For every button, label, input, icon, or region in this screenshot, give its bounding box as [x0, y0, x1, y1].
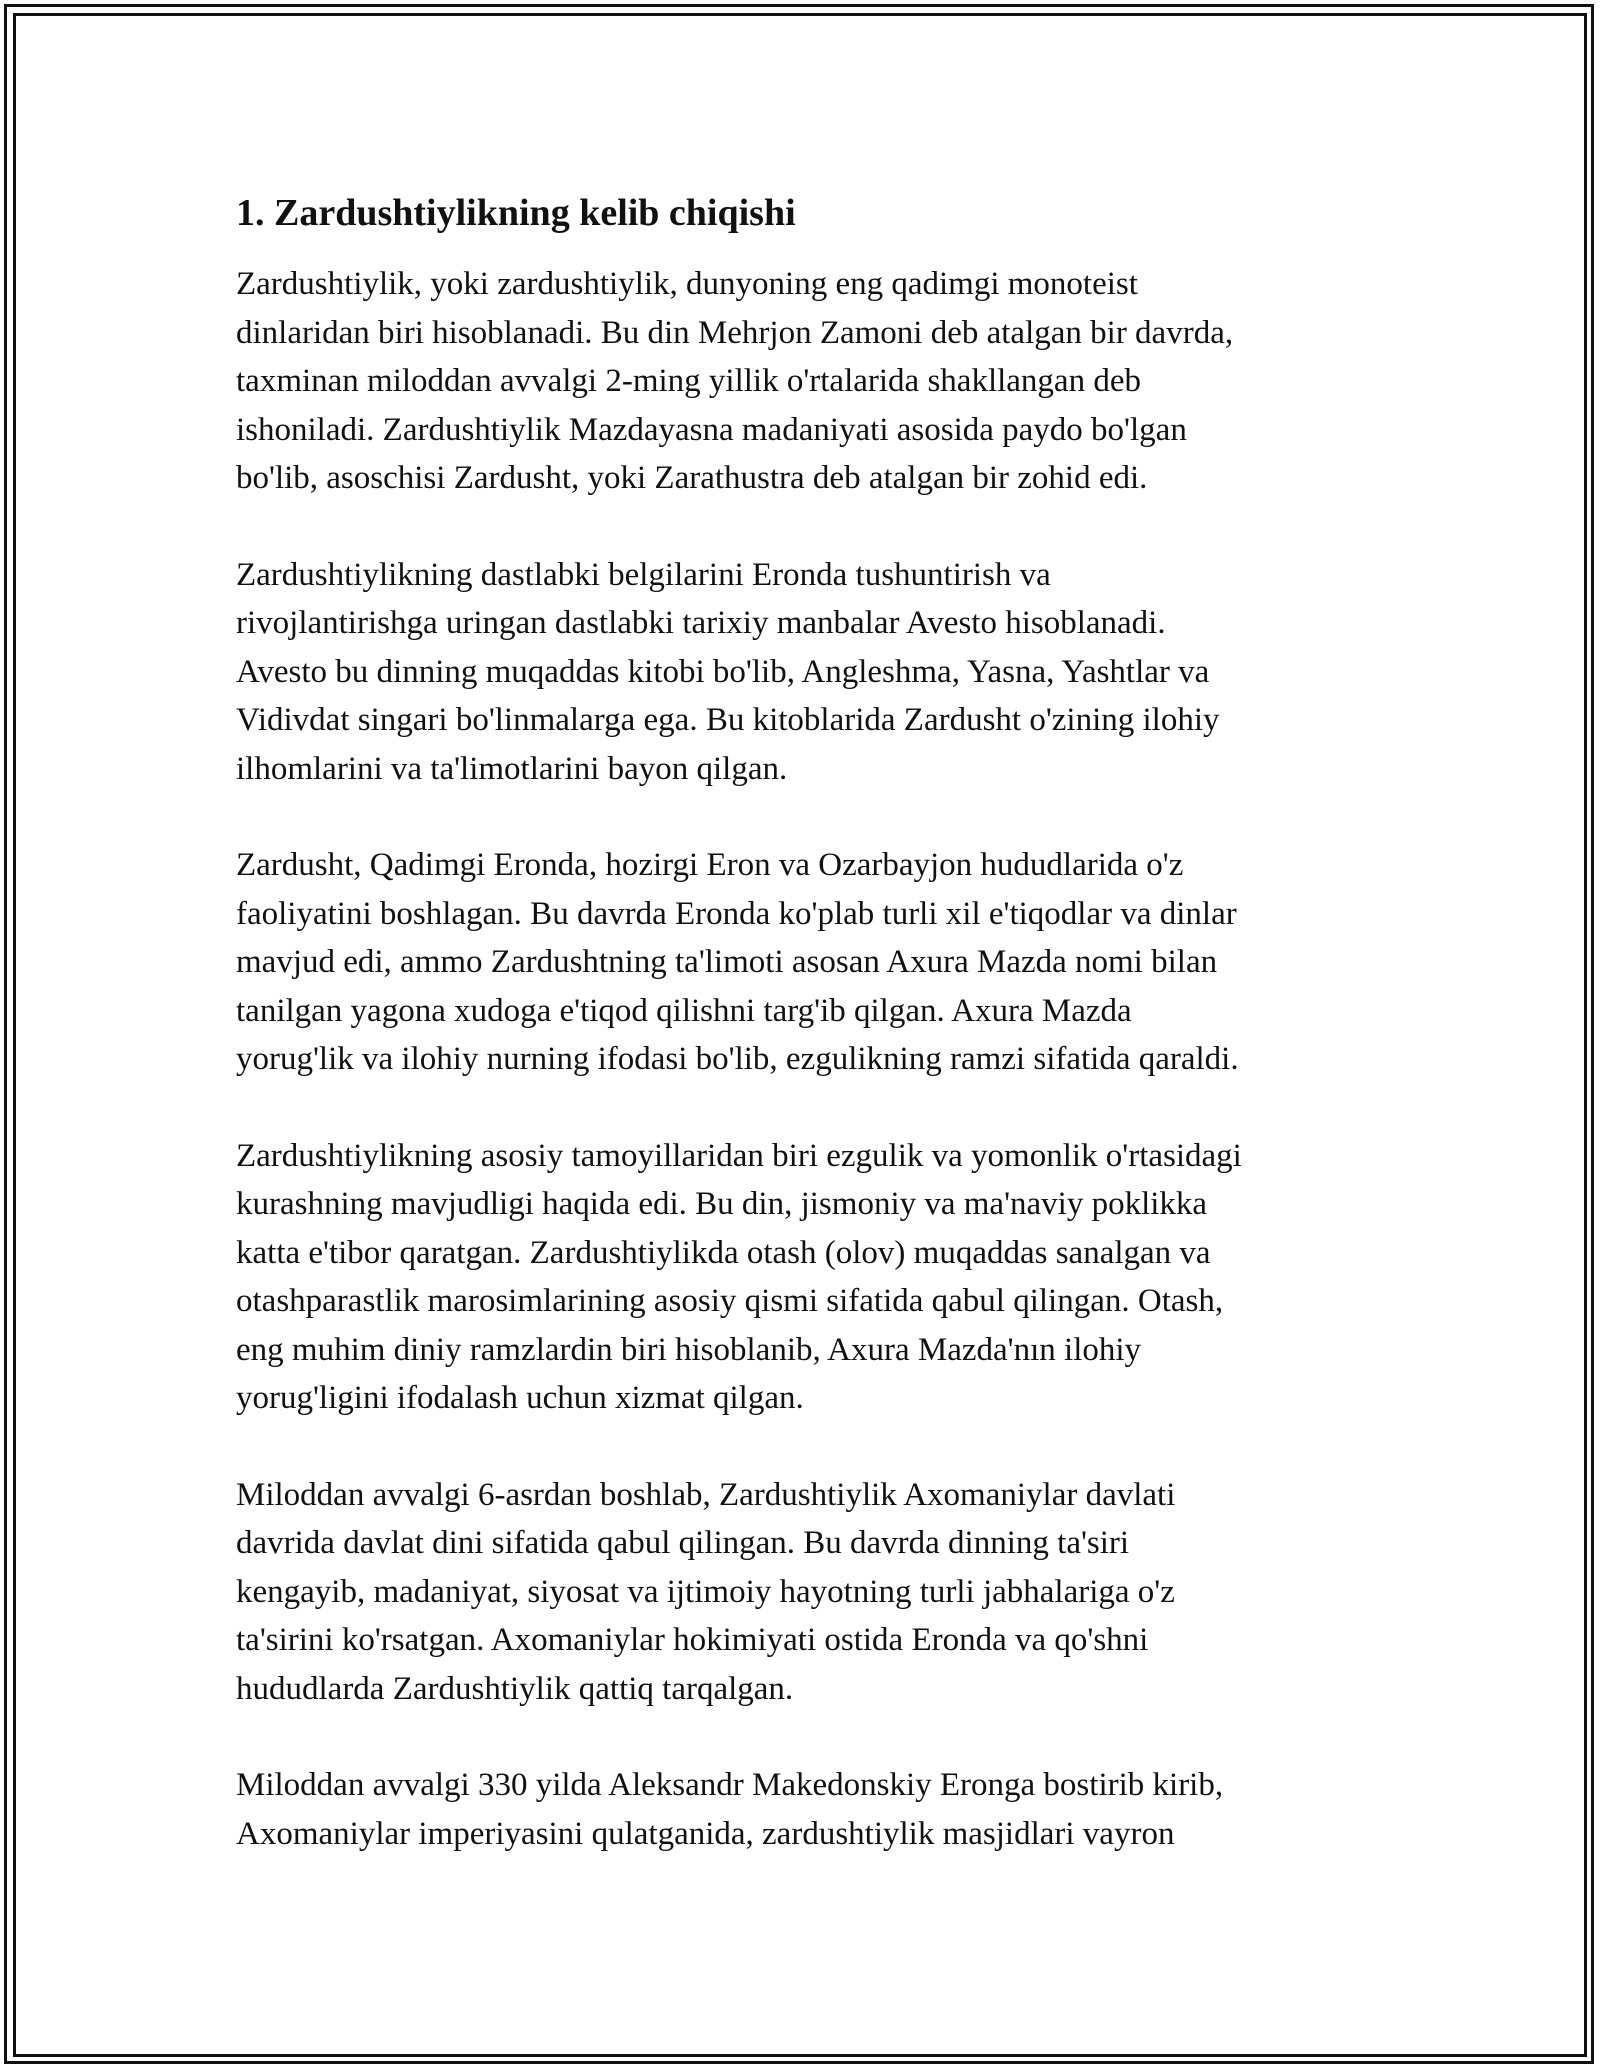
text-line: Miloddan avvalgi 6-asrdan boshlab, Zardushtiylik Axomaniylar davlati — [236, 1476, 1176, 1513]
text-line: Zardushtiylik, yoki zardushtiylik, dunyoning eng qadimgi monoteist — [236, 266, 1138, 302]
text-line: ta'sirini ko'rsatgan. Axomaniylar hokimiyati ostida Eronda va qo'shni — [236, 1622, 1149, 1658]
text-line: ishoniladi. Zardushtiylik Mazdayasna madaniyati asosida paydo bo'lgan — [236, 411, 1187, 448]
text-line: rivojlantirishga uringan dastlabki tarixiy manbalar Avesto hisoblanadi. — [236, 605, 1166, 641]
text-line: mavjud edi, ammo Zardushtning ta'limoti asosan Axura Mazda nomi bilan — [236, 944, 1218, 980]
text-line: katta e'tibor qaratgan. Zardushtiylikda otash (olov) muqaddas sanalgan va — [236, 1234, 1211, 1271]
paragraph-achaemenid — [236, 1471, 1376, 1714]
text-line: kengayib, madaniyat, siyosat va ijtimoiy hayotning turli jabhalariga o'z — [236, 1573, 1175, 1610]
text-line: bo'lib, asoschisi Zardusht, yoki Zarathustra deb atalgan bir zohid edi. — [236, 460, 1148, 496]
text-line: Miloddan avvalgi 330 yilda Aleksandr Makedonskiy Eronga bostirib kirib, — [236, 1767, 1224, 1803]
text-line: yorug'lik va ilohiy nurning ifodasi bo'lib, ezgulikning ramzi sifatida qaraldi. — [236, 1041, 1239, 1077]
text-line: faoliyatini boshlagan. Bu davrda Eronda ko'plab turli xil e'tiqodlar va dinlar — [236, 895, 1237, 932]
text-line: Axomaniylar imperiyasini qulatganida, zardushtiylik masjidlari vayron — [236, 1815, 1175, 1852]
document-body — [236, 188, 1376, 1906]
text-line: Zardushtiylikning asosiy tamoyillaridan biri ezgulik va yomonlik o'rtasidagi — [236, 1137, 1242, 1174]
paragraph-origin — [236, 260, 1376, 503]
text-line: otashparastlik marosimlarining asosiy qismi sifatida qabul qilingan. Otash, — [236, 1283, 1224, 1319]
text-line: ilhomlarini va ta'limotlarini bayon qilgan. — [236, 750, 788, 787]
section-heading: 1. Zardushtiylikning kelib chiqishi — [236, 192, 796, 234]
text-line: tanilgan yagona xudoga e'tiqod qilishni targ'ib qilgan. Axura Mazda — [236, 992, 1132, 1029]
paragraph-alexander — [236, 1761, 1376, 1858]
text-line: Vidivdat singari bo'linmalarga ega. Bu kitoblarida Zardusht o'zining ilohiy — [236, 702, 1220, 738]
paragraph-principles — [236, 1132, 1376, 1423]
text-line: dinlaridan biri hisoblanadi. Bu din Mehrjon Zamoni deb atalgan bir davrda, — [236, 314, 1234, 351]
paragraph-zardusht — [236, 841, 1376, 1084]
text-line: davrida davlat dini sifatida qabul qilingan. Bu davrda dinning ta'siri — [236, 1525, 1130, 1561]
text-line: taxminan miloddan avvalgi 2-ming yillik o'rtalarida shakllangan deb — [236, 363, 1141, 399]
text-line: yorug'ligini ifodalash uchun xizmat qilgan. — [236, 1380, 804, 1416]
text-line: hududlarda Zardushtiylik qattiq tarqalgan. — [236, 1670, 794, 1707]
text-line: Zardushtiylikning dastlabki belgilarini Eronda tushuntirish va — [236, 556, 1051, 593]
text-line: Avesto bu dinning muqaddas kitobi bo'lib, Angleshma, Yasna, Yashtlar va — [236, 653, 1210, 690]
text-line: kurashning mavjudligi haqida edi. Bu din, jismoniy va ma'naviy poklikka — [236, 1186, 1208, 1222]
paragraph-avesto — [236, 551, 1376, 794]
text-line: Zardusht, Qadimgi Eronda, hozirgi Eron va Ozarbayjon hududlarida o'z — [236, 847, 1184, 883]
text-line: eng muhim diniy ramzlardin biri hisoblanib, Axura Mazda'nın ilohiy — [236, 1331, 1142, 1368]
